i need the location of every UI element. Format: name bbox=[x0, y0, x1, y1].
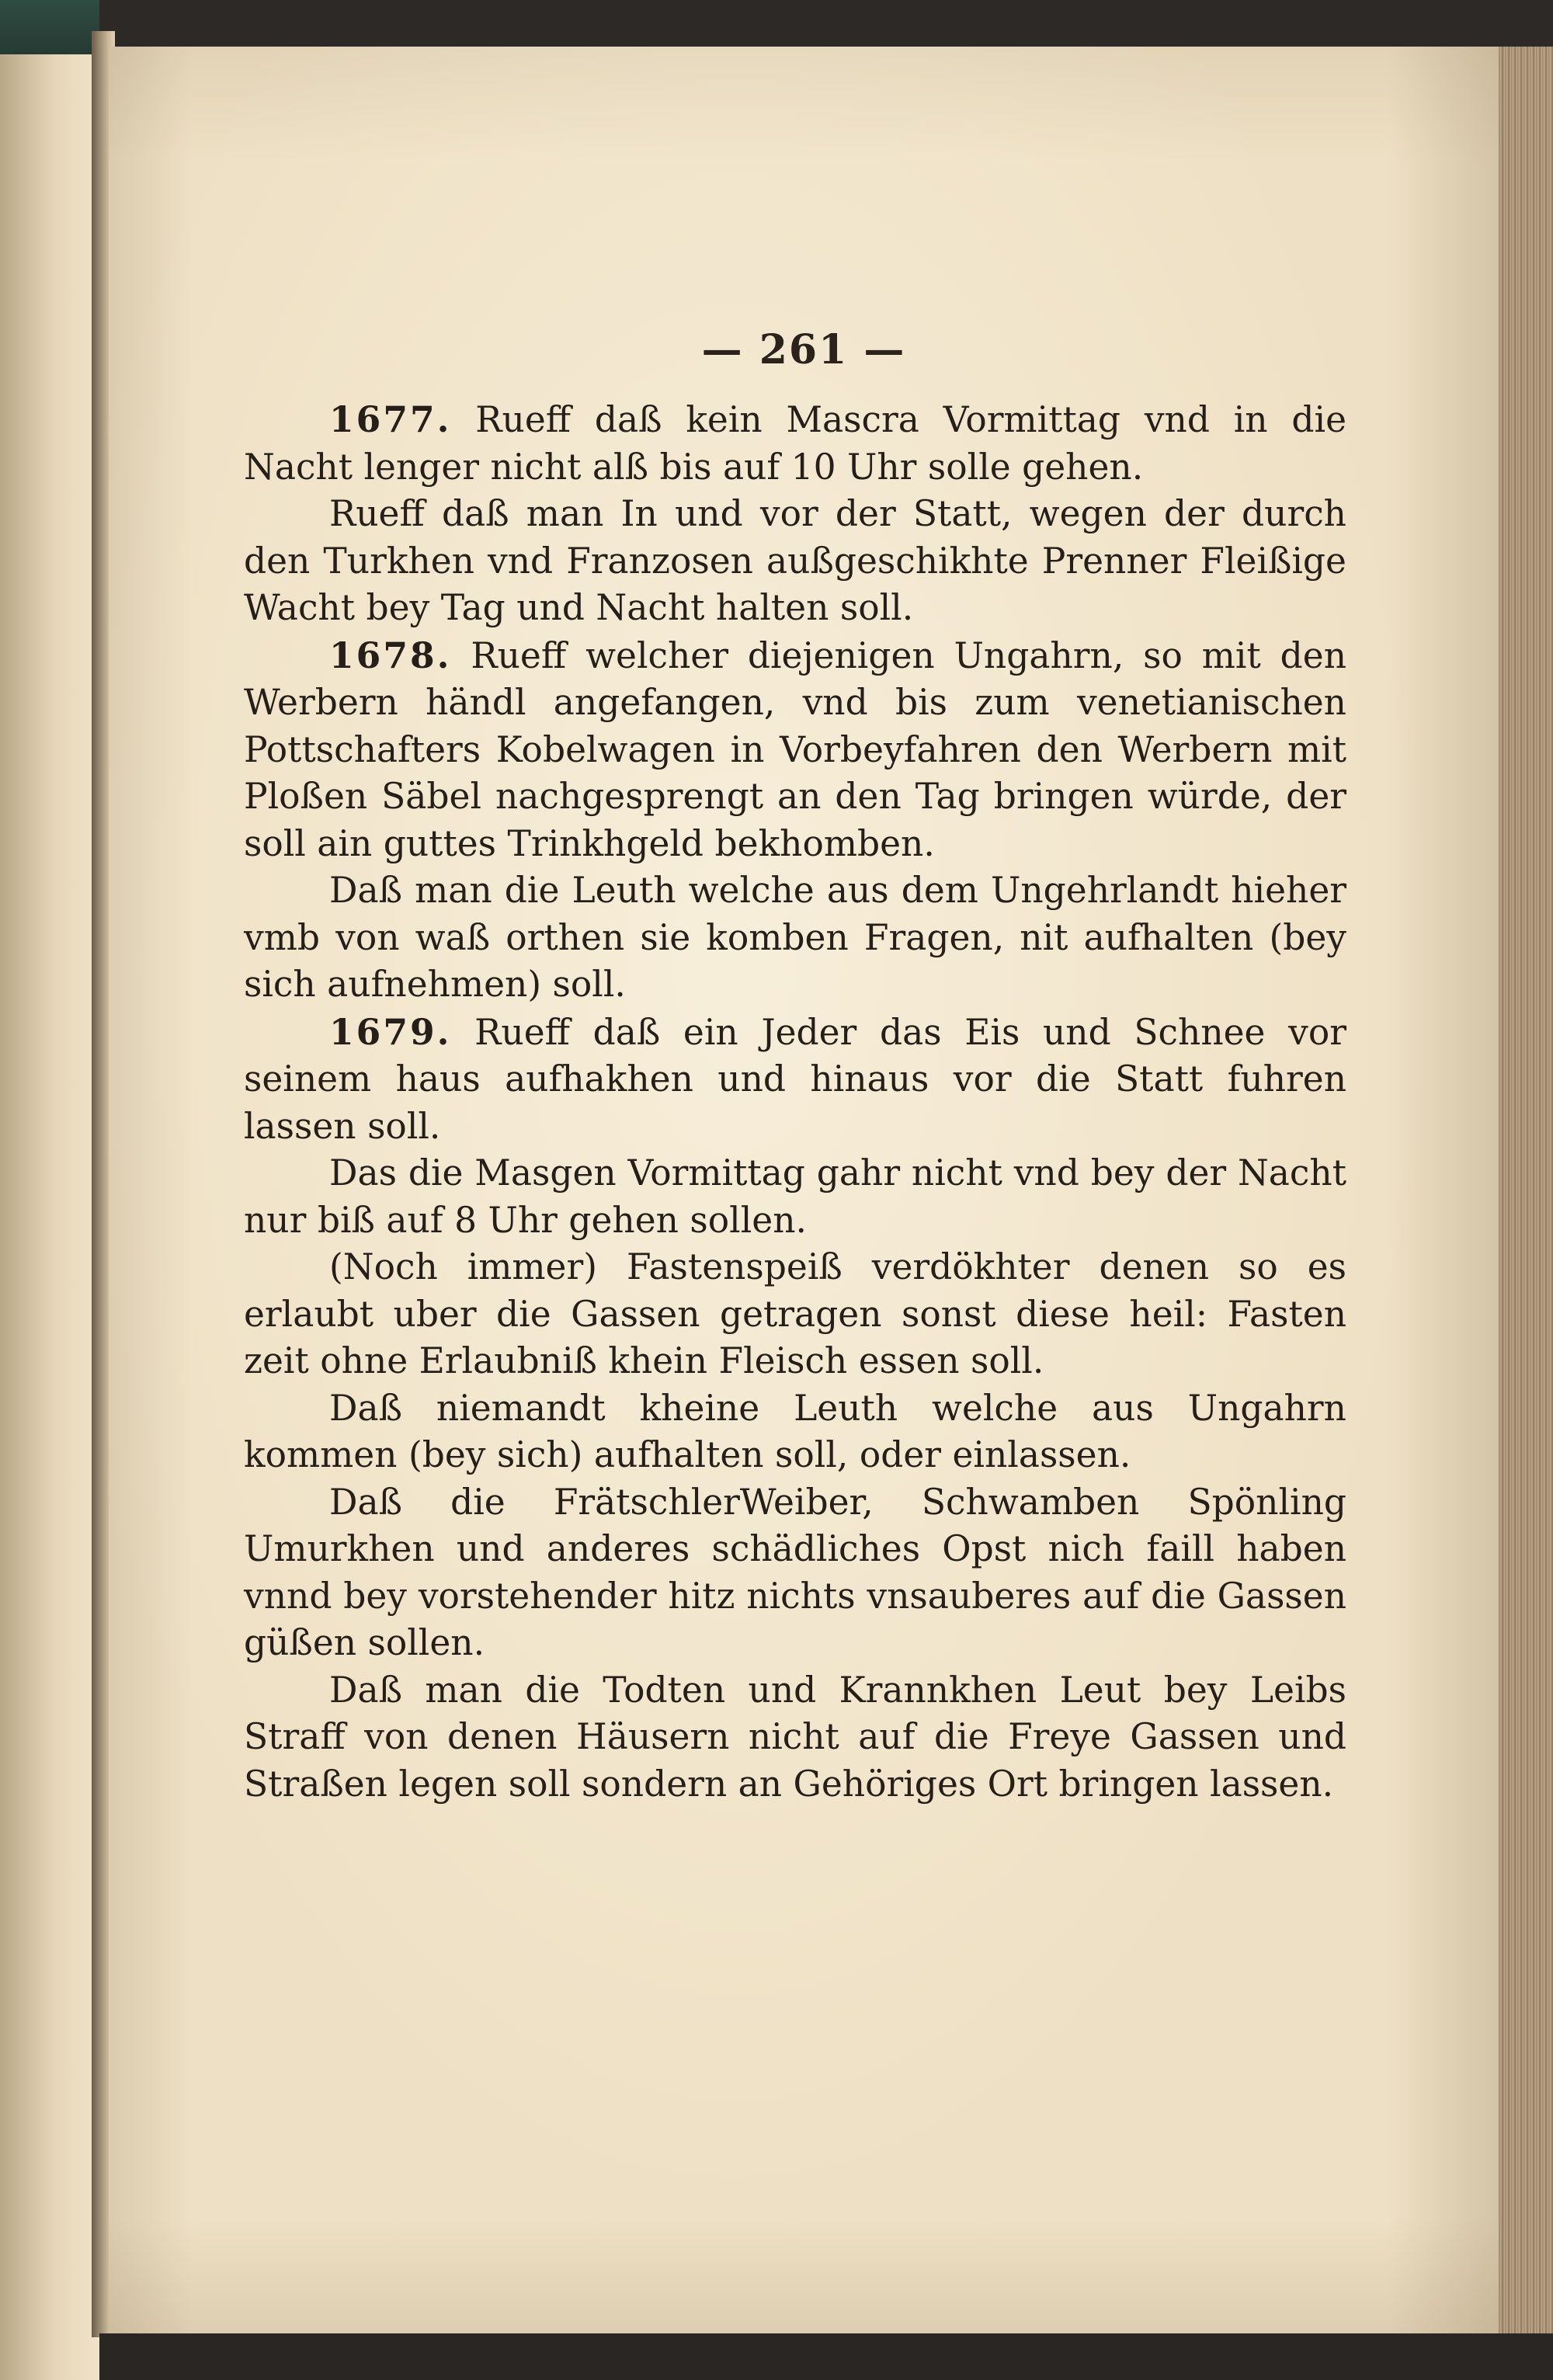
year-marker: 1679. bbox=[329, 1010, 452, 1053]
book-page bbox=[109, 47, 1499, 2333]
paragraph-1677 bbox=[244, 396, 1346, 491]
page-block-edges bbox=[1499, 47, 1553, 2333]
paragraph-text: Daß die FrätschlerWeiber, Schwamben Spönling Umurkhen und anderes schädliches Opst nich faill haben vnnd bey vorstehender hitz nichts vnsauberes auf die Gassen güßen sollen. bbox=[244, 1481, 1346, 1663]
binding-cloth bbox=[0, 0, 99, 54]
book-cover-bottom bbox=[99, 2333, 1553, 2380]
paragraph bbox=[244, 1479, 1346, 1667]
page-body bbox=[244, 396, 1346, 1808]
paragraph-text: Daß man die Leuth welche aus dem Ungehrlandt hieher vmb von waß orthen sie komben Fragen, nit aufhalten (bey sich aufnehmen) soll. bbox=[244, 870, 1346, 1005]
paragraph bbox=[244, 491, 1346, 632]
paragraph-text: (Noch immer) Fastenspeiß verdökhter denen so es erlaubt uber die Gassen getragen sonst diese heil: Fasten zeit ohne Erlaubniß khein Fleisch essen soll. bbox=[244, 1246, 1346, 1381]
year-marker: 1678. bbox=[329, 634, 452, 676]
paragraph bbox=[244, 1244, 1346, 1385]
paragraph-text: Das die Masgen Vormittag gahr nicht vnd bey der Nacht nur biß auf 8 Uhr gehen sollen. bbox=[244, 1152, 1346, 1241]
book-cover-top bbox=[99, 0, 1553, 48]
paragraph bbox=[244, 1150, 1346, 1244]
previous-page-edge bbox=[0, 0, 99, 2380]
paragraph-text: Daß niemandt kheine Leuth welche aus Ungahrn kommen (bey sich) aufhalten soll, oder einlassen. bbox=[244, 1387, 1346, 1475]
page-number-header: — 261 — bbox=[701, 326, 906, 374]
paragraph-text: Daß man die Todten und Krannkhen Leut bey Leibs Straff von denen Häusern nicht auf die Freye Gassen und Straßen legen soll sondern an Gehöriges Ort bringen lassen. bbox=[244, 1669, 1346, 1805]
paragraph bbox=[244, 1385, 1346, 1479]
paragraph bbox=[244, 1667, 1346, 1808]
paragraph-text: Rueff daß man In und vor der Statt, wegen der durch den Turkhen vnd Franzosen außgeschikhte Prenner Fleißige Wacht bey Tag und Nacht halten soll. bbox=[244, 493, 1346, 628]
paragraph-1679 bbox=[244, 1009, 1346, 1151]
paragraph-text: Rueff welcher diejenigen Ungahrn, so mit den Werbern händl angefangen, vnd bis zum venetianischen Pottschafters Kobelwagen in Vorbeyfahren den Werbern mit Ploßen Säbel nachgesprengt an den Tag bringen würde, der soll ain guttes Trinkhgeld bekhomben. bbox=[244, 634, 1347, 864]
paragraph-text: Rueff daß ein Jeder das Eis und Schnee vor seinem haus aufhakhen und hinaus vor die Statt fuhren lassen soll. bbox=[244, 1011, 1346, 1147]
paragraph bbox=[244, 867, 1346, 1009]
year-marker: 1677. bbox=[329, 398, 452, 440]
paragraph-text: Rueff daß kein Mascra Vormittag vnd in die Nacht lenger nicht alß bis auf 10 Uhr solle gehen. bbox=[244, 399, 1346, 488]
paragraph-1678 bbox=[244, 632, 1346, 868]
